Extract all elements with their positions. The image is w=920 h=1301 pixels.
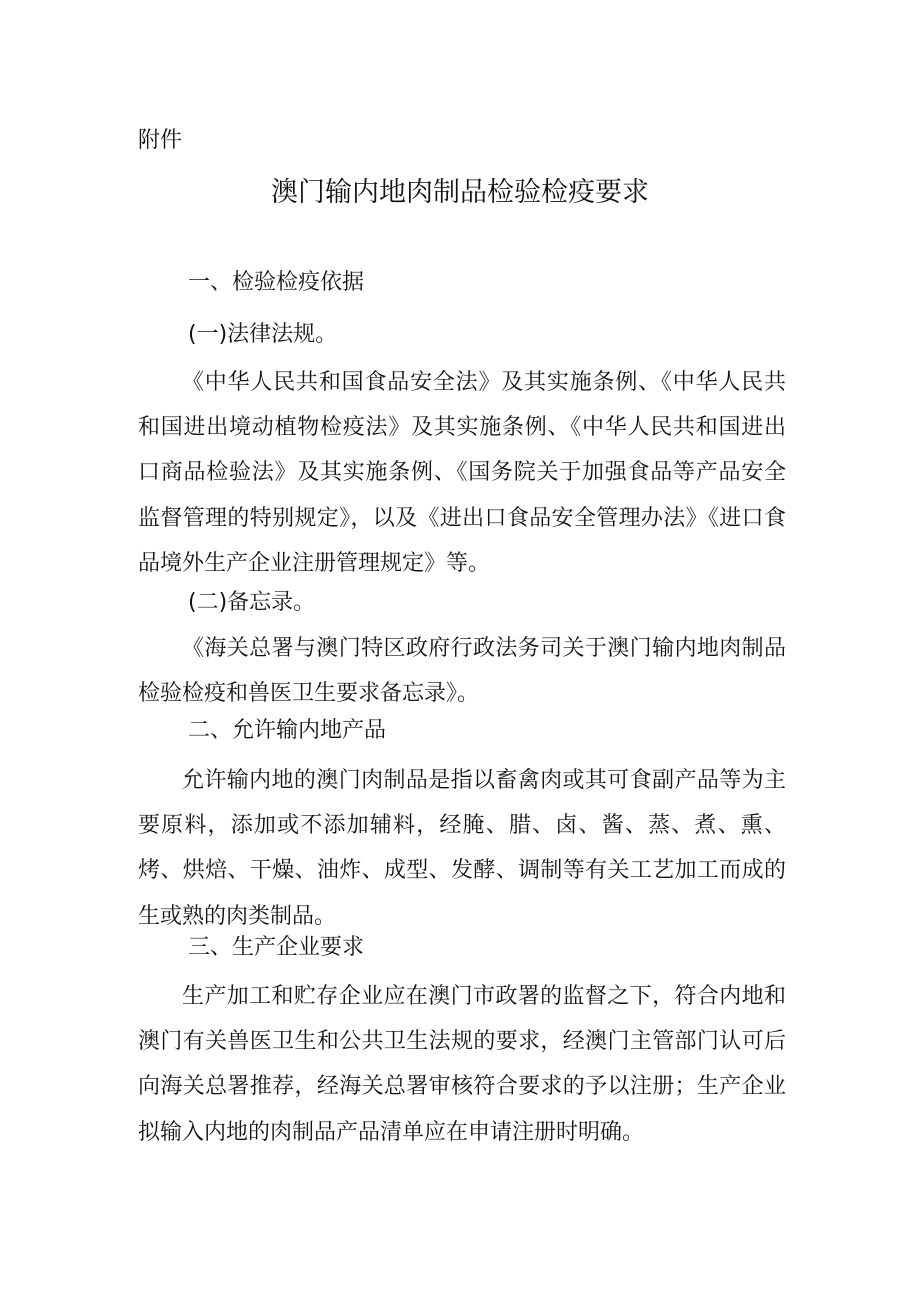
subsection-1-text: 《中华人民共和国食品安全法》及其实施条例、《中华人民共和国进出境动植物检疫法》及其实施条例、《中华人民共和国进出口商品检验法》及其实施条例、《国务院关于加强食品等产品安全监督管理的特别规定》，以及《进出口食品安全管理办法》《进口食品境外生产企业注册管理规定》等。 xyxy=(138,370,786,576)
section-3-heading: 三、生产企业要求 xyxy=(188,935,365,960)
section-1-heading: 一、检验检疫依据 xyxy=(188,270,365,295)
document-title: 澳门输内地肉制品检验检疫要求 xyxy=(271,177,649,208)
subsection-2-heading: (二)备忘录。 xyxy=(188,590,316,615)
subsection-2-text: 《海关总署与澳门特区政府行政法务司关于澳门输内地肉制品检验检疫和兽医卫生要求备忘录》。 xyxy=(138,636,786,707)
section-2-text: 允许输内地的澳门肉制品是指以畜禽肉或其可食副产品等为主要原料，添加或不添加辅料，经腌、腊、卤、酱、蒸、煮、熏、烤、烘焙、干燥、油炸、成型、发酵、调制等有关工艺加工而成的生或熟的肉类制品。 xyxy=(138,768,786,929)
subsection-1-heading: (一)法律法规。 xyxy=(188,322,338,347)
attachment-label: 附件 xyxy=(138,128,183,153)
section-3-text: 生产加工和贮存企业应在澳门市政署的监督之下，符合内地和澳门有关兽医卫生和公共卫生法规的要求，经澳门主管部门认可后向海关总署推荐，经海关总署审核符合要求的予以注册；生产企业拟输入内地的肉制品产品清单应在申请注册时明确。 xyxy=(138,984,786,1145)
section-2-heading: 二、允许输内地产品 xyxy=(188,718,387,743)
